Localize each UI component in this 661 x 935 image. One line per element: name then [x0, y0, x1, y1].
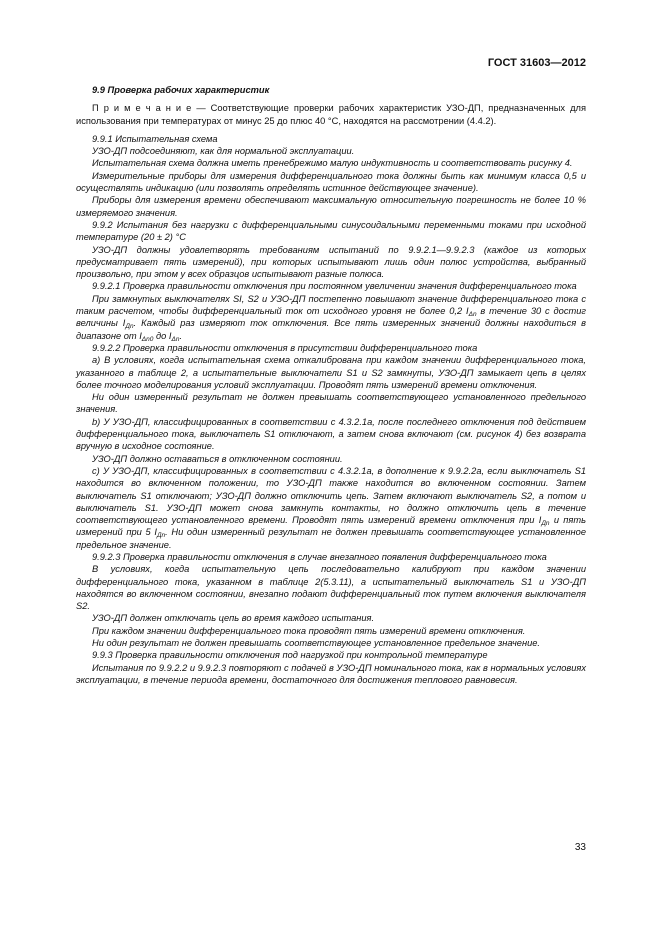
paragraph: Испытательная схема должна иметь пренебрежимо малую индуктивность и соответствовать рисунку 4. — [92, 158, 573, 169]
paragraph: УЗО-ДП должны удовлетворять требованиям испытаний по 9.9.2.1—9.9.2.3 (каждое из которых предусматривает пять измерений), при которых испытывают лишь один полюс устройства, выбранный произвольно, при этом у всех образцов испытывают разные полюса. — [76, 244, 586, 280]
paragraph: Измерительные приборы для измерения дифференциального тока должны быть как минимум класса 0,5 и осуществлять индикацию (или позволять определять истинное действующее значение). — [76, 170, 586, 194]
clause-9-9-1: 9.9.1 Испытательная схема — [92, 133, 218, 144]
paragraph: При замкнутых выключателях SI, S2 и УЗО-ДП постепенно повышают значение дифференциального тока с таким расчетом, чтобы дифференциальный ток от исходного уровня не более 0,2 $I_{\Delta n}$ в течение 30 с достиг величины $I_{Дn}$. Каждый раз измеряют ток отключения. Все пять измеренных значений должны находиться в диапазоне от $I_{\Delta n0}$ до $I_{\Delta n}$. — [76, 293, 586, 343]
paragraph: УЗО-ДП должен отключать цепь во время каждого испытания. — [92, 613, 375, 624]
note-text: — Соответствующие проверки рабочих характеристик УЗО-ДП, предназначенных для использования при температурах от минус 25 до плюс 40 °С, находятся на рассмотрении (4.4.2). — [76, 103, 586, 126]
paragraph: УЗО-ДП должно оставаться в отключенном состоянии. — [92, 453, 343, 464]
page-body — [76, 84, 586, 686]
section-title: 9.9 Проверка рабочих характеристик — [92, 85, 270, 95]
note — [76, 102, 586, 127]
paragraph: с) У УЗО-ДП, классифицированных в соответствии с 4.3.2.1а, в дополнение к 9.9.2.2а, если выключатель S1 находится во включенном положении, то УЗО-ДП также находится во включенном состоянии. Затем выключатель S1 отключают; УЗО-ДП должно отключить цепь. Затем включают выключатель S2, а потом и выключатель S1. УЗО-ДП может снова замкнуть контакты, но должно отключить цепь в течение соответствующего установленного времени. Проводят пять измерений времени отключения при $I_{Дn}$ и пять измерений при 5 $I_{Дn}$. Ни один измеренный результат не должен превышать соответствующее установленное предельное значение. — [76, 465, 586, 550]
paragraph: УЗО-ДП подсоединяют, как для нормальной эксплуатации. — [92, 146, 355, 157]
note-label: П р и м е ч а н и е — [92, 103, 192, 114]
paragraph: Ни один результат не должен превышать соответствующее установленное предельное значение. — [92, 638, 540, 649]
clause-9-9-2-3: 9.9.2.3 Проверка правильности отключения в случае внезапного появления дифференциального тока — [92, 551, 547, 562]
paragraph: Приборы для измерения времени обеспечивают максимальную относительную погрешность не более 10 % измеряемого значения. — [76, 195, 586, 218]
clause-9-9-2-2: 9.9.2.2 Проверка правильности отключения в присутствии дифференциального тока — [92, 342, 478, 353]
paragraph: а) В условиях, когда испытательная схема откалибрована при каждом значении дифференциального тока, указанного в таблице 2, а испытательные выключатели S1 и S2 замкнуты, УЗО-ДП замыкает цепь в целях более точного моделирования условий эксплуатации. Проводят пять измерений времени отключения. — [76, 355, 586, 390]
clause-9-9-2-1: 9.9.2.1 Проверка правильности отключения при постоянном увеличении значения дифференциального тока — [92, 281, 577, 292]
page-number: 33 — [574, 842, 586, 853]
paragraph: В условиях, когда испытательную цепь последовательно калибруют при каждом значении дифференциального тока, указанном в таблице 2(5.3.11), а испытательный выключатель S1 и УЗО-ДП находятся во включенном состоянии, внезапно подают дифференциальный ток путем включения выключателя S2. — [76, 564, 586, 612]
paragraph: b) У УЗО-ДП, классифицированных в соответствии с 4.3.2.1а, после последнего отключения под действием дифференциального тока, выключатель S1 отключают, а затем снова включают (см. рисунок 4) без возврата вручную в исходное состояние. — [76, 416, 586, 452]
paragraph: Испытания по 9.9.2.2 и 9.9.2.3 повторяют с подачей в УЗО-ДП номинального тока, как в нормальных условиях эксплуатации, в течение периода времени, достаточного для достижения теплового равновесия. — [76, 662, 586, 685]
document-code: ГОСТ 31603—2012 — [487, 57, 586, 69]
paragraph: Ни один измеренный результат не должен превышать соответствующего установленного предельного значения. — [76, 392, 586, 415]
paragraph: При каждом значении дифференциального тока проводят пять измерений времени отключения. — [92, 625, 526, 636]
clause-9-9-3: 9.9.3 Проверка правильности отключения под нагрузкой при контрольной температуре — [92, 650, 488, 661]
clause-9-9-2: 9.9.2 Испытания без нагрузки с дифференциальными синусоидальными переменными токами при исходной температуре (20 ± 2) °С — [76, 219, 586, 243]
